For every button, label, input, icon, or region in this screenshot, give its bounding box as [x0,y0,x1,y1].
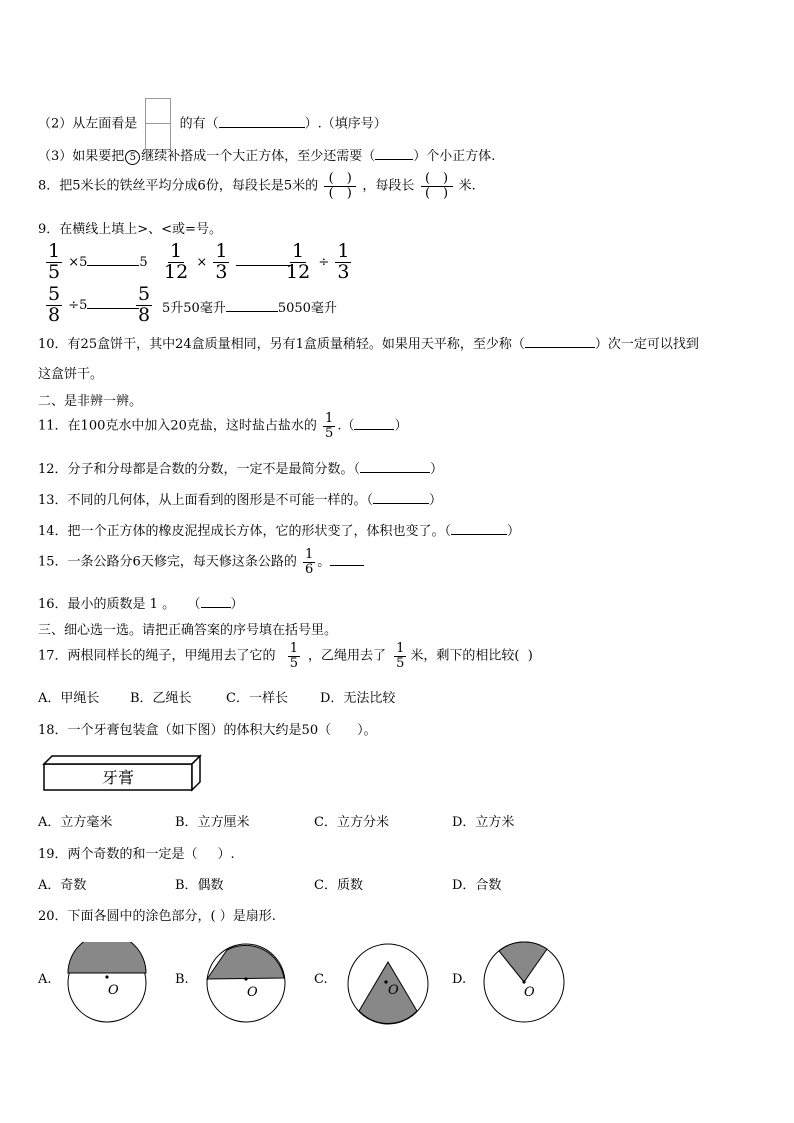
answer-blank[interactable] [375,149,413,160]
section-2-heading: 二、是非辨一辨。 [38,394,143,409]
fraction-blank[interactable]: $\frac{( )}{( )}$ [324,172,356,200]
q17-option-b[interactable]: B．乙绳长 [130,691,192,706]
q18-option-d[interactable]: D．立方米 [452,815,515,830]
q17-option-a[interactable]: A．甲绳长 [38,691,100,706]
q9-title: 9．在横线上填上>、<或=号。 [38,222,222,237]
compare-blank[interactable] [87,255,139,266]
toothpaste-box-figure [42,754,202,794]
circled-number: 5 [125,150,140,165]
q8: 8．把5米长的铁丝平均分成6份，每段长是5米的 $\frac{( )}{( )}$ ，每段长 $\frac{( )}{( )}$ 米. [38,171,476,201]
box-label: 牙膏 [101,768,135,787]
q20-circle-c[interactable] [346,942,430,1026]
q18-option-b[interactable]: B．立方厘米 [175,815,250,830]
q19-option-c[interactable]: C．质数 [314,878,363,893]
answer-blank[interactable] [201,597,231,608]
q20-option-c-label[interactable]: C. [314,972,328,987]
svg-text:O: O [247,985,258,1000]
q9-row1: $\frac{1}{5}$ ×5 5 [48,240,148,283]
q17-option-d[interactable]: D．无法比较 [320,691,396,706]
q20: 20．下面各圆中的涂色部分，( ）是扇形. [38,909,276,924]
q20-option-b-label[interactable]: B. [175,972,189,987]
q20-option-d-label[interactable]: D. [452,972,467,987]
section-3-heading: 三、细心选一选。请把正确答案的序号填在括号里。 [38,623,338,638]
q18: 18．一个牙膏包装盒（如下图）的体积大约是50（ ）。 [38,723,377,738]
compare-blank[interactable] [226,301,278,312]
answer-blank[interactable] [451,524,507,535]
svg-text:O: O [524,985,535,1000]
q14: 14．把一个正方体的橡皮泥捏成长方体，它的形状变了，体积也变了。（ ） [38,524,521,539]
q10-cont: 这盒饼干。 [38,367,104,382]
q7-part3: （3）如果要把 5 继续补搭成一个大正方体，至少还需要（ ）个小正方体. [38,149,496,164]
answer-blank[interactable] [525,337,595,348]
answer-blank[interactable] [360,462,430,473]
q13: 13．不同的几何体，从上面看到的图形是不可能一样的。（ ） [38,493,443,508]
fraction-blank[interactable]: $\frac{( )}{( )}$ [421,172,453,200]
q12: 12．分子和分母都是合数的分数，一定不是最简分数。（ ） [38,462,444,477]
q9-row1-b: $\frac{1}{12}$ × $\frac{1}{3}$ [160,242,290,283]
svg-text:O: O [388,983,399,998]
answer-blank[interactable] [219,117,305,128]
q18-option-c[interactable]: C．立方分米 [314,815,389,830]
svg-text:O: O [108,983,119,998]
q10: 10．有25盒饼干，其中24盒质量相同，另有1盒质量稍轻。如果用天平称，至少称（ ）次一定可以找到 [38,337,699,352]
q9-row2-b: $\frac{5}{8}$ [138,283,151,326]
q7-part2: （2）从左面看是 的有（ ）.（填序号） [38,98,387,150]
q20-circle-a[interactable] [66,942,148,1024]
q9-row2-c: 5升50毫升 5050毫升 [162,301,337,316]
q20-circle-d[interactable] [482,940,566,1024]
q18-option-a[interactable]: A．立方毫米 [38,815,113,830]
q19-option-a[interactable]: A．奇数 [38,878,87,893]
q20-circle-b[interactable] [205,942,287,1024]
q17-option-c[interactable]: C．一样长 [226,691,288,706]
q19: 19．两个奇数的和一定是（ ）. [38,847,235,862]
q17: 17．两根同样长的绳子，甲绳用去了它的 $\frac{1}{5}$ ，乙绳用去了 $\frac{1}{5}$ 米，剩下的相比较( ) [38,641,533,671]
q15: 15．一条公路分6天修完，每天修这条公路的 $\frac{1}{6}$ 。 [38,548,364,576]
q9-row2: $\frac{5}{8}$ ÷5 [44,285,139,326]
q19-option-d[interactable]: D．合数 [452,878,502,893]
left-view-figure [145,98,171,150]
compare-blank[interactable] [87,298,139,309]
answer-blank[interactable] [373,493,429,504]
q20-option-a-label[interactable]: A. [38,972,52,987]
q11: 11．在100克水中加入20克盐，这时盐占盐水的 $\frac{1}{5}$ .（ ） [38,411,408,441]
q9-row1-c: $\frac{1}{12}$ ÷ $\frac{1}{3}$ [286,240,350,283]
answer-blank[interactable] [330,555,364,566]
q16: 16．最小的质数是 1 。 （ ） [38,597,244,612]
answer-blank[interactable] [354,419,394,430]
q19-option-b[interactable]: B．偶数 [175,878,224,893]
